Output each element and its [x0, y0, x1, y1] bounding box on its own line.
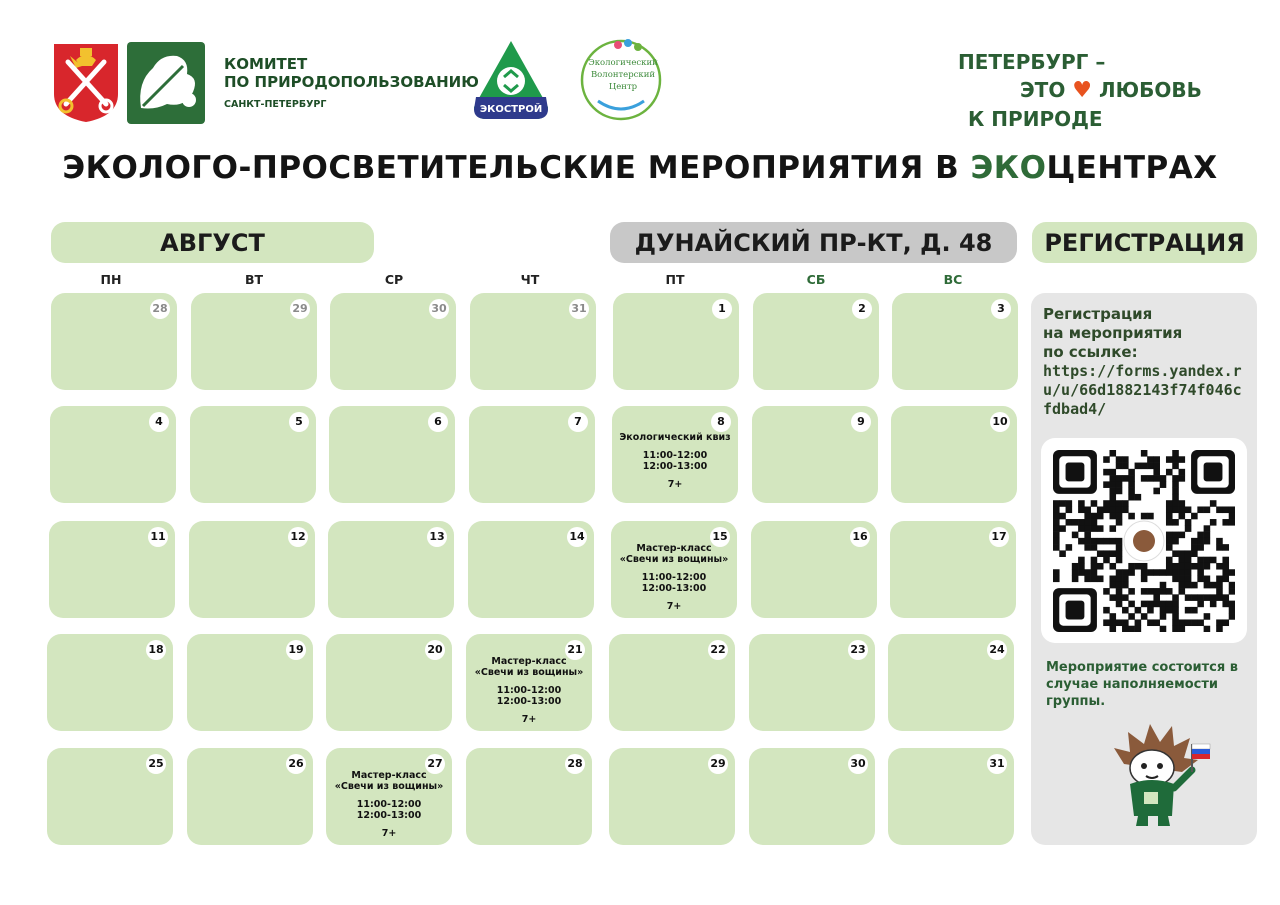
weekday-tue: ВТ: [244, 272, 264, 287]
day-number: 17: [989, 527, 1009, 547]
day-number: 8: [711, 412, 731, 432]
day-number: 11: [148, 527, 168, 547]
slogan-line2b: ЛЮБОВЬ: [1099, 78, 1202, 102]
event-title: Мастер-класс: [636, 543, 712, 554]
day-number: 24: [987, 640, 1007, 660]
event-time: 12:00-13:00: [496, 696, 562, 707]
registration-text-line2: на мероприятия: [1043, 324, 1183, 342]
calendar-day: [49, 521, 175, 618]
day-number: 6: [428, 412, 448, 432]
event-time: 11:00-12:00: [642, 450, 708, 461]
hedgehog-mascot-icon: [1100, 718, 1212, 830]
day-number: 18: [146, 640, 166, 660]
registration-label: РЕГИСТРАЦИЯ: [1032, 222, 1257, 263]
event-subtitle: «Свечи из вощины»: [334, 781, 444, 792]
spb-coat-of-arms-logo: [52, 42, 120, 124]
calendar-day: [51, 293, 177, 390]
calendar-day: [470, 293, 596, 390]
event-title: Мастер-класс: [491, 656, 567, 667]
calendar-day: [888, 634, 1014, 731]
day-number: 14: [567, 527, 587, 547]
heart-icon: ♥: [1072, 78, 1093, 103]
day-number: 30: [429, 299, 449, 319]
calendar-day: [753, 293, 879, 390]
slogan-line2a: ЭТО: [1020, 78, 1066, 102]
day-number: 9: [851, 412, 871, 432]
weekday-wed: СР: [384, 272, 404, 287]
event-info: [611, 543, 737, 612]
day-number: 27: [425, 754, 445, 774]
day-number: 4: [149, 412, 169, 432]
event-time: 12:00-13:00: [642, 461, 708, 472]
event-time: 12:00-13:00: [356, 810, 422, 821]
registration-text: [1043, 305, 1248, 419]
evc-line2: Волонтерский: [590, 70, 656, 80]
registration-note: Мероприятие состоится в случае наполняемости группы.: [1046, 660, 1238, 709]
day-number: 31: [987, 754, 1007, 774]
calendar-day: [47, 748, 173, 845]
ekostroy-logo: [468, 37, 554, 123]
calendar-day: [191, 293, 317, 390]
calendar-day: [751, 521, 877, 618]
weekday-sun: ВС: [943, 272, 963, 287]
event-time: 12:00-13:00: [641, 583, 707, 594]
calendar-day: [613, 293, 739, 390]
calendar-day: [187, 748, 313, 845]
month-label: АВГУСТ: [51, 222, 374, 263]
calendar-day: [326, 634, 452, 731]
day-number: 28: [150, 299, 170, 319]
calendar-day: [328, 521, 454, 618]
day-number: 12: [288, 527, 308, 547]
day-number: 30: [848, 754, 868, 774]
title-part1: ЭКОЛОГО-ПРОСВЕТИТЕЛЬСКИЕ МЕРОПРИЯТИЯ В: [62, 150, 971, 186]
committee-city: САНКТ-ПЕТЕРБУРГ: [224, 99, 327, 110]
event-subtitle: «Свечи из вощины»: [619, 554, 729, 565]
event-age: 7+: [521, 714, 537, 725]
day-number: 20: [425, 640, 445, 660]
event-time: 11:00-12:00: [356, 799, 422, 810]
calendar-day: [749, 634, 875, 731]
calendar-day: [890, 521, 1016, 618]
evc-line1: Экологический: [588, 58, 658, 68]
day-number: 2: [852, 299, 872, 319]
calendar-day: [190, 406, 316, 503]
calendar-day: [189, 521, 315, 618]
day-number: 22: [708, 640, 728, 660]
day-number: 25: [146, 754, 166, 774]
committee-line2: ПО ПРИРОДОПОЛЬЗОВАНИЮ: [224, 73, 479, 91]
event-subtitle: «Свечи из вощины»: [474, 667, 584, 678]
event-title: Мастер-класс: [351, 770, 427, 781]
title-part3: ЦЕНТРАХ: [1046, 150, 1218, 186]
slogan-line3: К ПРИРОДЕ: [968, 107, 1103, 131]
day-number: 31: [569, 299, 589, 319]
calendar-day: [752, 406, 878, 503]
event-age: 7+: [666, 601, 682, 612]
day-number: 23: [848, 640, 868, 660]
calendar-day: [609, 634, 735, 731]
calendar-day: [466, 634, 592, 731]
day-number: 21: [565, 640, 585, 660]
day-number: 29: [708, 754, 728, 774]
calendar-day: [888, 748, 1014, 845]
calendar-day: [330, 293, 456, 390]
day-number: 3: [991, 299, 1011, 319]
event-info: [326, 770, 452, 839]
calendar-day: [892, 293, 1018, 390]
oak-leaf-logo: [127, 42, 205, 124]
day-number: 1: [712, 299, 732, 319]
qr-code-icon[interactable]: [1053, 450, 1235, 632]
ekostroy-label: ЭКОСТРОЙ: [479, 104, 543, 115]
day-number: 7: [568, 412, 588, 432]
day-number: 16: [850, 527, 870, 547]
event-title: Экологический квиз: [619, 432, 731, 443]
day-number: 19: [286, 640, 306, 660]
eco-volunteer-center-logo: [578, 35, 664, 121]
event-time: 11:00-12:00: [641, 572, 707, 583]
slogan-line1: ПЕТЕРБУРГ –: [958, 50, 1106, 74]
slogan: [958, 48, 1202, 133]
address-label: ДУНАЙСКИЙ ПР-КТ, Д. 48: [610, 222, 1017, 263]
event-age: 7+: [667, 479, 683, 490]
registration-text-line1: Регистрация: [1043, 305, 1153, 323]
day-number: 10: [990, 412, 1010, 432]
calendar-day: [612, 406, 738, 503]
event-time: 11:00-12:00: [496, 685, 562, 696]
committee-name: [224, 55, 479, 110]
calendar-day: [466, 748, 592, 845]
day-number: 26: [286, 754, 306, 774]
registration-link[interactable]: https://forms.yandex.ru/u/66d1882143f74f046cfdbad4/: [1043, 362, 1242, 418]
day-number: 29: [290, 299, 310, 319]
calendar-day: [468, 521, 594, 618]
weekday-mon: ПН: [100, 272, 122, 287]
calendar-day: [47, 634, 173, 731]
calendar-day: [326, 748, 452, 845]
calendar-day: [611, 521, 737, 618]
evc-line3: Центр: [608, 82, 638, 92]
day-number: 13: [427, 527, 447, 547]
day-number: 15: [710, 527, 730, 547]
calendar-day: [749, 748, 875, 845]
day-number: 28: [565, 754, 585, 774]
weekday-fri: ПТ: [665, 272, 685, 287]
event-age: 7+: [381, 828, 397, 839]
calendar-day: [329, 406, 455, 503]
weekday-thu: ЧТ: [520, 272, 540, 287]
calendar-day: [609, 748, 735, 845]
event-info: [612, 432, 738, 490]
calendar-day: [891, 406, 1017, 503]
day-number: 5: [289, 412, 309, 432]
page-title: [0, 150, 1280, 186]
calendar-day: [50, 406, 176, 503]
title-part2: ЭКО: [970, 150, 1047, 186]
calendar-day: [187, 634, 313, 731]
calendar-day: [469, 406, 595, 503]
registration-text-line3: по ссылке:: [1043, 343, 1138, 361]
committee-line1: КОМИТЕТ: [224, 55, 308, 73]
weekday-sat: СБ: [806, 272, 826, 287]
event-info: [466, 656, 592, 725]
